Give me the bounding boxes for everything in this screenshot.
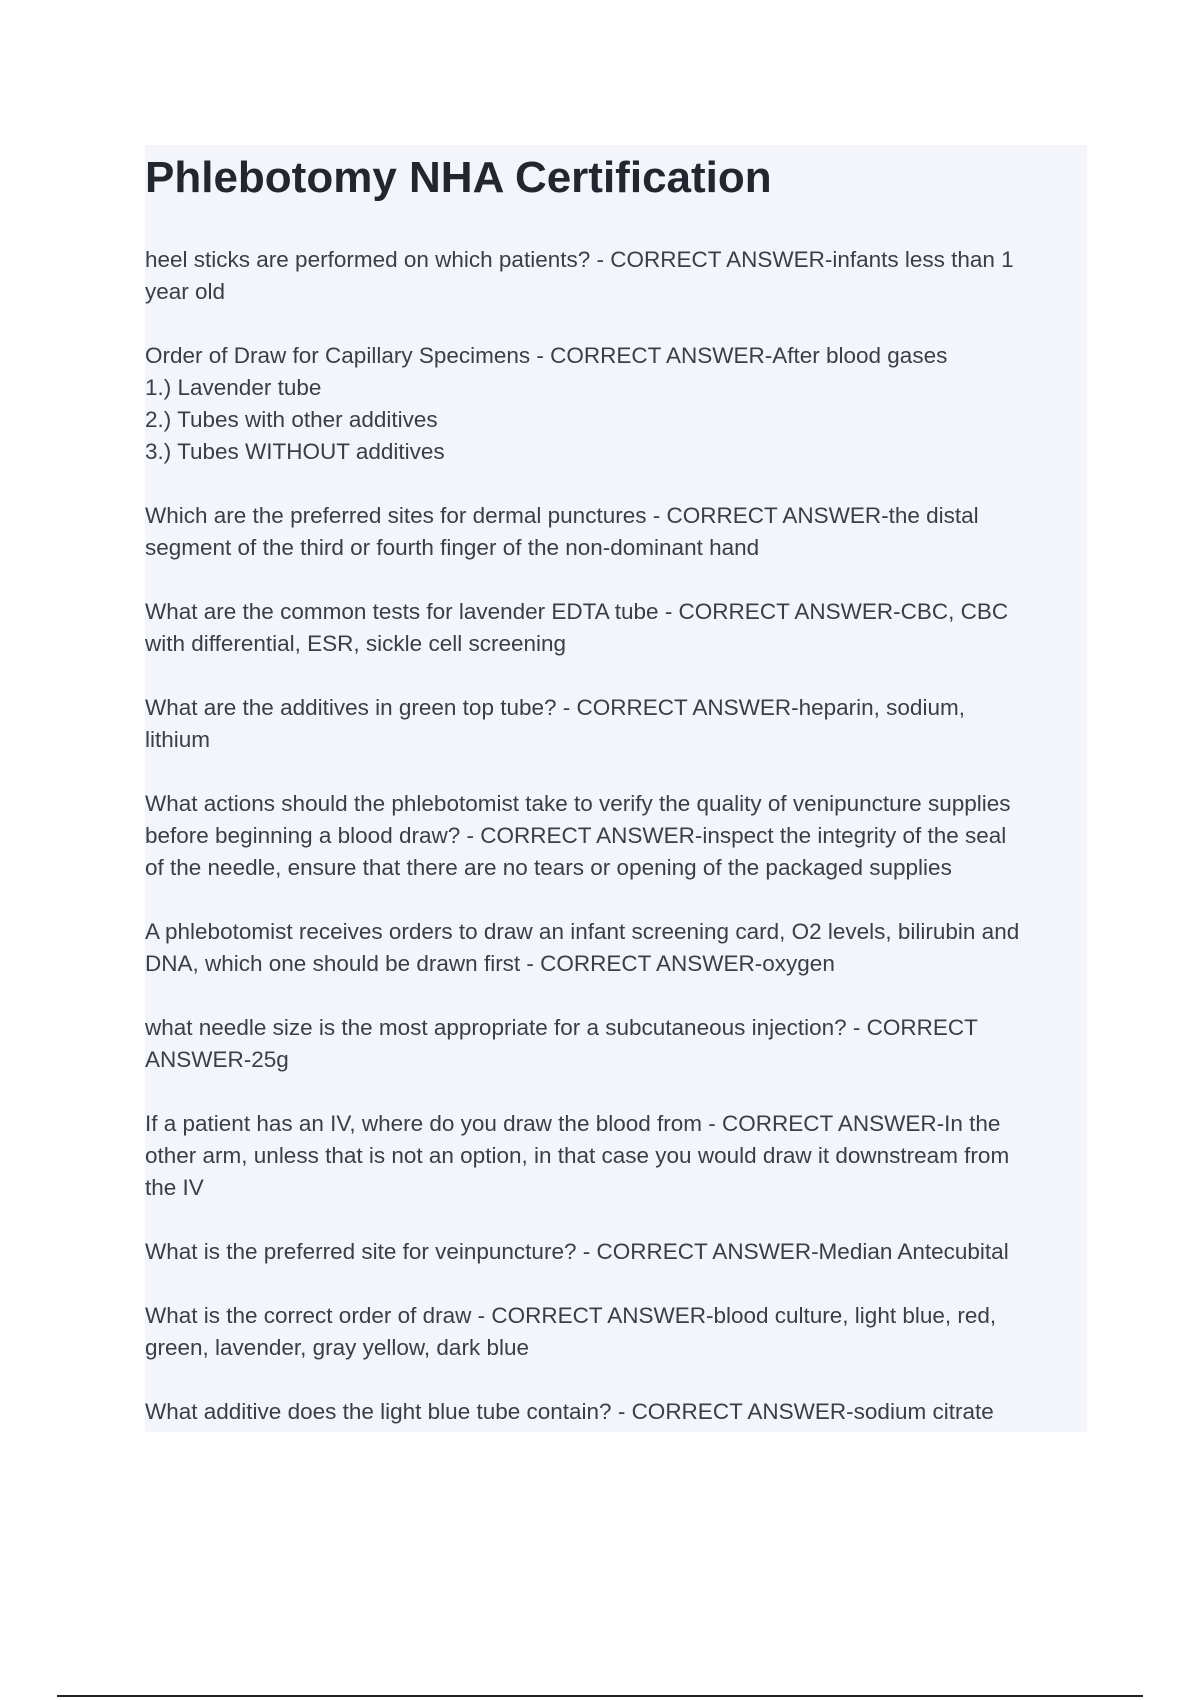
qa-line: what needle size is the most appropriate for a subcutaneous injection? - CORRECT <box>145 1015 978 1040</box>
qa-item <box>145 596 1085 660</box>
qa-line: A phlebotomist receives orders to draw an infant screening card, O2 levels, bilirubin and <box>145 919 1020 944</box>
qa-item <box>145 916 1085 980</box>
document-body <box>145 145 1087 1432</box>
qa-item <box>145 692 1085 756</box>
qa-line: DNA, which one should be drawn first - CORRECT ANSWER-oxygen <box>145 951 835 976</box>
qa-line: What are the common tests for lavender EDTA tube - CORRECT ANSWER-CBC, CBC <box>145 599 1009 624</box>
qa-line: What actions should the phlebotomist take to verify the quality of venipuncture supplies <box>145 791 1011 816</box>
qa-line: of the needle, ensure that there are no tears or opening of the packaged supplies <box>145 855 952 880</box>
qa-line: before beginning a blood draw? - CORRECT ANSWER-inspect the integrity of the seal <box>145 823 1007 848</box>
qa-item <box>145 244 1085 308</box>
qa-line: Which are the preferred sites for dermal punctures - CORRECT ANSWER-the distal <box>145 503 979 528</box>
qa-line: other arm, unless that is not an option, in that case you would draw it downstream from <box>145 1143 1010 1168</box>
qa-item <box>145 500 1085 564</box>
qa-line: ANSWER-25g <box>145 1047 289 1072</box>
qa-item <box>145 1236 1085 1268</box>
qa-item <box>145 1012 1085 1076</box>
qa-line: What is the preferred site for veinpuncture? - CORRECT ANSWER-Median Antecubital <box>145 1239 1009 1264</box>
qa-line: 1.) Lavender tube <box>145 375 322 400</box>
qa-line: What is the correct order of draw - CORRECT ANSWER-blood culture, light blue, red, <box>145 1303 997 1328</box>
qa-line: 3.) Tubes WITHOUT additives <box>145 439 445 464</box>
qa-line: What additive does the light blue tube contain? - CORRECT ANSWER-sodium citrate <box>145 1399 994 1424</box>
qa-line: If a patient has an IV, where do you draw the blood from - CORRECT ANSWER-In the <box>145 1111 1001 1136</box>
qa-line: heel sticks are performed on which patients? - CORRECT ANSWER-infants less than 1 <box>145 247 1014 272</box>
qa-line: segment of the third or fourth finger of the non-dominant hand <box>145 535 760 560</box>
qa-line: with differential, ESR, sickle cell screening <box>145 631 567 656</box>
footer-divider <box>57 1695 1143 1697</box>
qa-line: Order of Draw for Capillary Specimens - CORRECT ANSWER-After blood gases <box>145 343 948 368</box>
qa-line: What are the additives in green top tube? - CORRECT ANSWER-heparin, sodium, <box>145 695 965 720</box>
qa-item <box>145 788 1085 884</box>
qa-item <box>145 1300 1085 1364</box>
qa-item <box>145 1396 1085 1428</box>
document-title: Phlebotomy NHA Certification <box>145 153 772 202</box>
qa-list <box>145 244 1085 1460</box>
qa-line: year old <box>145 279 226 304</box>
qa-line: the IV <box>145 1175 204 1200</box>
qa-line: 2.) Tubes with other additives <box>145 407 438 432</box>
qa-item <box>145 340 1085 468</box>
qa-line: green, lavender, gray yellow, dark blue <box>145 1335 529 1360</box>
qa-line: lithium <box>145 727 211 752</box>
qa-item <box>145 1108 1085 1204</box>
